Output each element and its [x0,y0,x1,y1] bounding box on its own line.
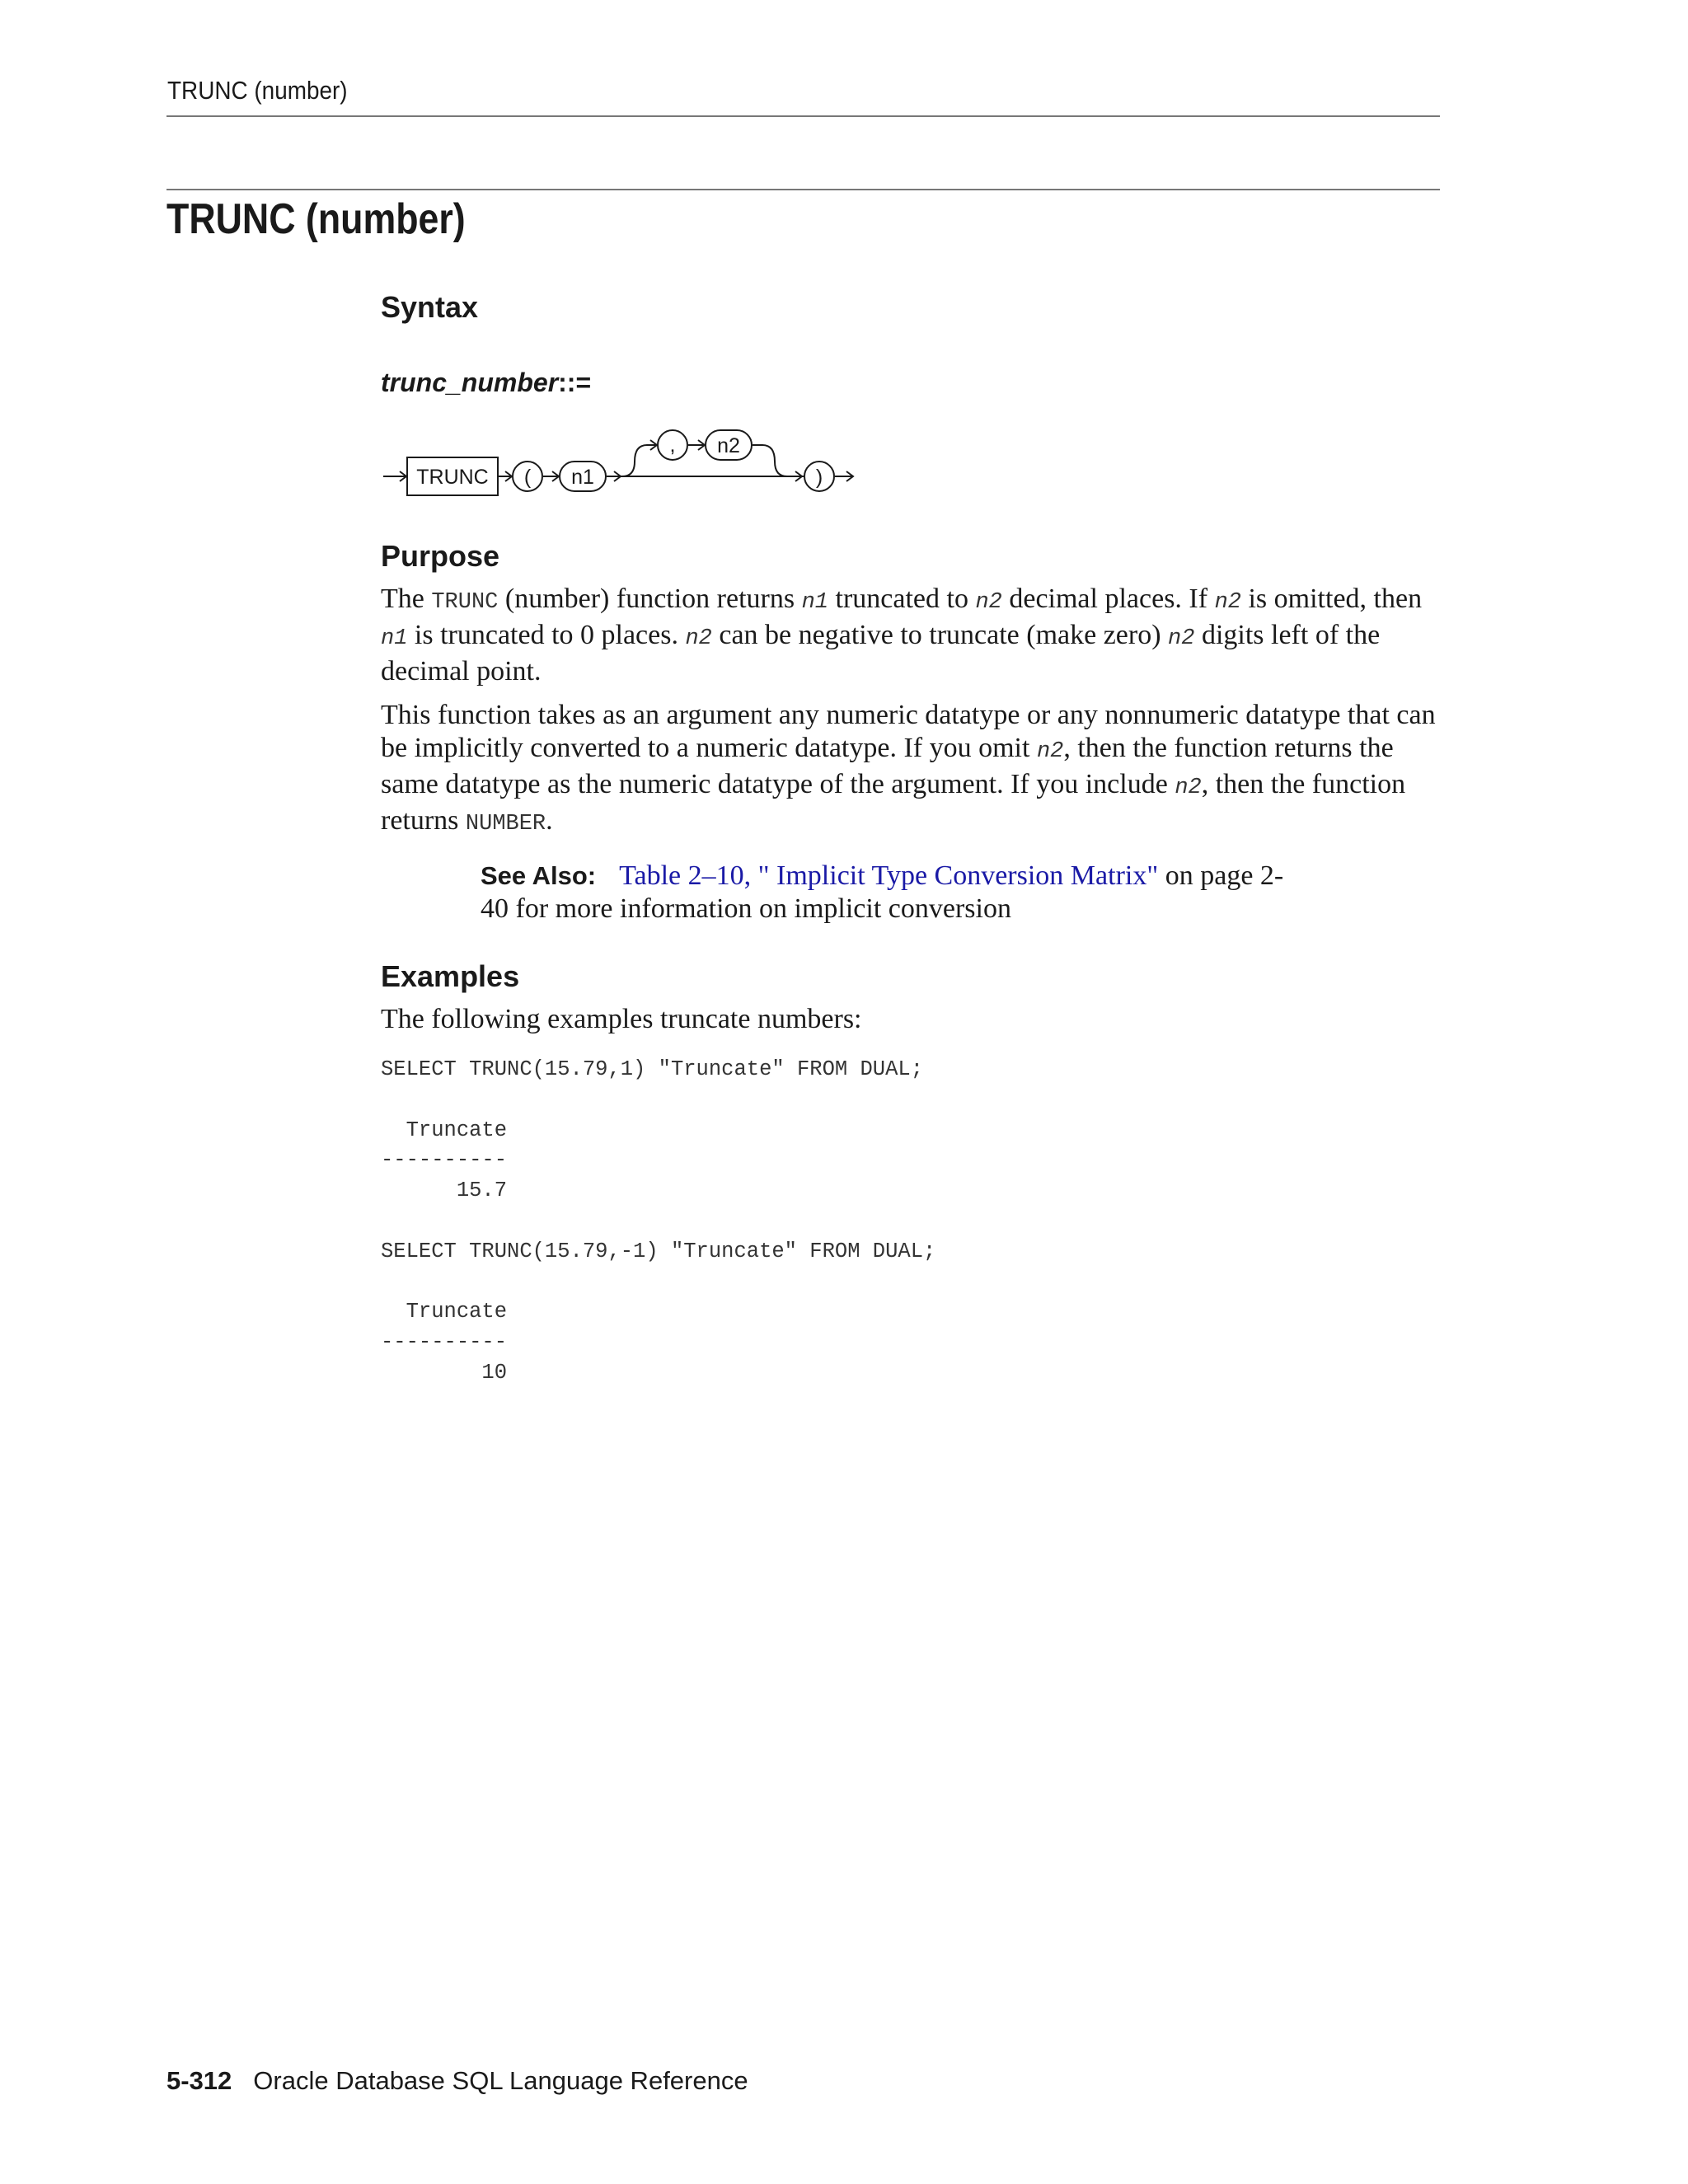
page-footer [166,2066,748,2096]
optional-branch-end [753,445,787,476]
section-rule [166,189,1440,190]
see-also-label: See Also: [481,861,597,890]
arg-n1: n1 [571,466,594,489]
production-name: trunc_number [381,368,559,397]
see-also-link[interactable]: Table 2–10, " Implicit Type Conversion Matrix" [619,860,1159,891]
code-number: NUMBER [465,812,546,837]
arg-n2: n2 [717,434,740,457]
code-trunc: TRUNC [431,590,499,615]
examples-intro: The following examples truncate numbers: [381,1004,862,1034]
purpose-paragraph-1: The TRUNC (number) function returns n1 truncated to n2 decimal places. If n2 is omitted, then n1 is truncated to 0 places. n2 can be negative to truncate (make zero) n2 digits left of the decimal point. [381,583,1423,687]
syntax-railroad-diagram [375,420,870,503]
purpose-paragraph-2: This function takes as an argument any numeric datatype or any nonnumeric datatype that can be implicitly converted to a numeric datatype. If you omit n2, then the function returns the same datatype as the numeric datatype of the argument. If you include n2, then the function returns NUMBER. [381,700,1436,837]
keyword-trunc: TRUNC [416,466,489,489]
purpose-heading: Purpose [381,539,500,573]
syntax-heading: Syntax [381,290,479,324]
see-also-note [481,860,1305,926]
code-example: SELECT TRUNC(15.79,1) "Truncate" FROM DUAL; Truncate ---------- 15.7 SELECT TRUNC(15.79,-1) "Truncate" FROM DUAL; Truncate ---------- 10 [381,1057,936,1385]
running-head: TRUNC (number) [167,76,348,105]
close-paren: ) [815,466,823,489]
header-rule [166,115,1440,117]
section-title: TRUNC (number) [166,195,466,243]
open-paren: ( [523,466,532,489]
production-operator: ::= [558,368,592,397]
book-title: Oracle Database SQL Language Reference [253,2066,748,2095]
page-number: 5-312 [166,2066,232,2095]
comma: , [669,434,676,457]
examples-heading: Examples [381,959,520,993]
production-label [381,368,591,398]
see-also-text: on page 2-40 for more information on implicit conversion [481,860,1284,924]
